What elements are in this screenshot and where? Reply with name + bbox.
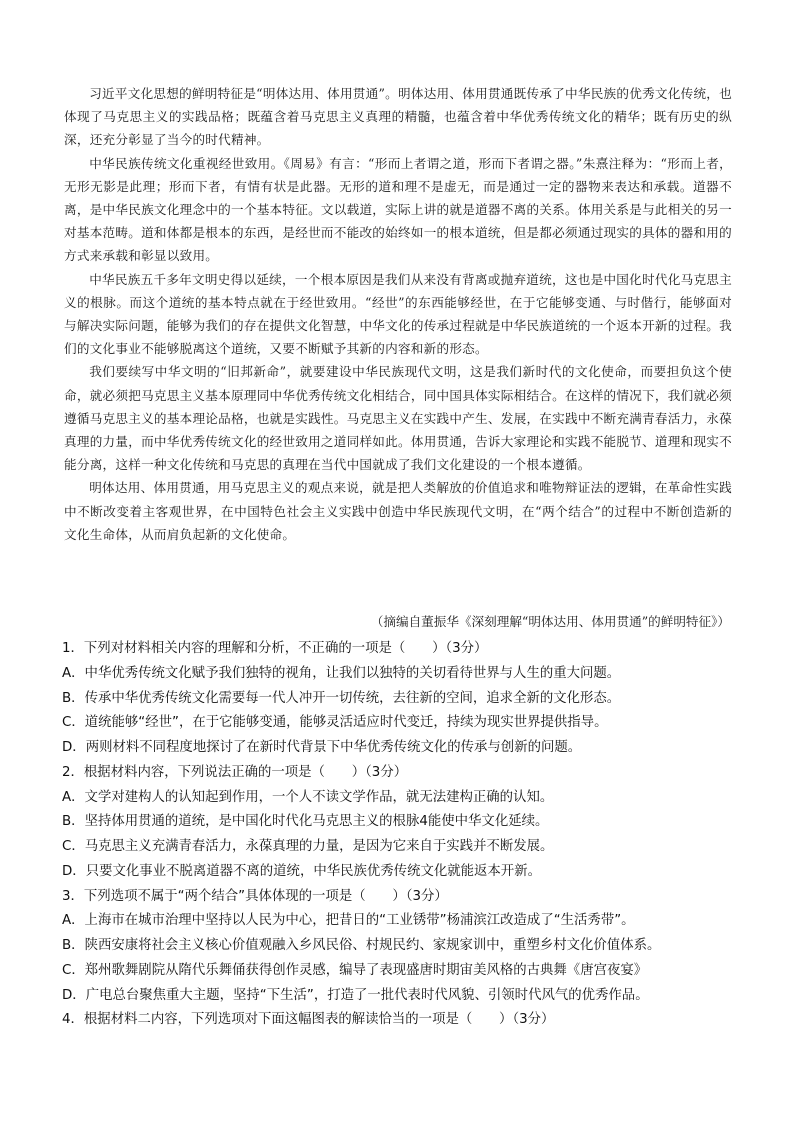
question-1-option-b: B．传承中华优秀传统文化需要每一代人冲开一切传统，去往新的空间，追求全新的文化形态。: [62, 690, 621, 706]
passage-paragraph: 习近平文化思想的鲜明特征是“明体达用、体用贯通”。明体达用、体用贯通既传承了中华民族的优秀文化传统，也体现了马克思主义的实践品格；既蕴含着马克思主义真理的精髓，也蕴含着中华优秀传统文化的精华；既有历史的纵深，还充分彰显了当今的时代精神。: [64, 86, 732, 148]
question-2-option-a: A．文学对建构人的认知起到作用，一个人不读文学作品，就无法建构正确的认知。: [62, 789, 554, 805]
passage-paragraph: 明体达用、体用贯通，用马克思主义的观点来说，就是把人类解放的价值追求和唯物辩证法的逻辑，在革命性实践中不断改变着主客观世界，在中国特色社会主义实践中创造中华民族现代文明，在“两个结合”的过程中不断创造新的文化生命体，从而肩负起新的文化使命。: [64, 480, 732, 542]
question-2-option-b: B．坚持体用贯通的道统，是中国化时代化马克思主义的根脉4能使中华文化延续。: [62, 814, 549, 830]
question-3-option-d: D．广电总台聚焦重大主题，坚持“下生活”，打造了一批代表时代风貌、引领时代风气的优秀作品。: [62, 987, 649, 1003]
question-3-option-c: C．郑州歌舞剧院从隋代乐舞俑获得创作灵感，编导了表现盛唐时期宙美风格的古典舞《唐宫夜宴》: [62, 962, 648, 978]
reading-passage: [64, 82, 732, 546]
passage-paragraph: 中华民族五千多年文明史得以延续，一个根本原因是我们从来没有背离或抛弃道统，这也是中国化时代化马克思主义的根脉。而这个道统的基本特点就在于经世致用。“经世”的东西能够经世，在于它能够变通、与时偕行，能够面对与解决实际问题，能够为我们的存在提供文化智慧，中华文化的传承过程就是中华民族道统的一个返本开新的过程。我们的文化事业不能够脱离这个道统，又要不断赋予其新的内容和新的形态。: [64, 271, 732, 357]
passage-source-citation: （摘编自董振华《深刻理解“明体达用、体用贯通”的鲜明特征》）: [370, 614, 730, 629]
question-2-option-c: C．马克思主义充满青春活力，永葆真理的力量，是因为它来自于实践并不断发展。: [62, 839, 554, 854]
question-list: [62, 637, 734, 1033]
question-2-stem: 2．根据材料内容，下列说法正确的一项是（ ）（3分）: [62, 764, 408, 780]
question-2-option-d: D．只要文化事业不脱离道器不离的道统，中华民族优秀传统文化就能返本开新。: [62, 863, 541, 879]
question-3-option-a: A．上海市在城市治理中坚持以人民为中心，把昔日的“工业锈带”杨浦滨江改造成了“生活秀带”。: [62, 913, 635, 929]
passage-paragraph: 我们要续写中华文明的“旧邦新命”，就要建设中华民族现代文明，这是我们新时代的文化使命，而要担负这个使命，就必须把马克思主义基本原理同中华优秀传统文化相结合，同中国具体实际相结合。在这样的情况下，我们就必须遵循马克思主义的基本理论品格，也就是实践性。马克思主义在实践中产生、发展，在实践中不断充满青春活力，永葆真理的力量，而中华优秀传统文化的经世致用之道同样如此。体用贯通，告诉大家理论和实践不能脱节、道理和现实不能分离，这样一种文化传统和马克思的真理在当代中国就成了我们文化建设的一个根本遵循。: [64, 364, 732, 473]
question-1-option-c: C．道统能够“经世”，在于它能够变通，能够灵活适应时代变迁，持续为现实世界提供指导。: [62, 715, 608, 731]
question-1-stem: 1．下列对材料相关内容的理解和分析，不正确的一项是（ ）（3分）: [62, 641, 488, 656]
question-1-option-d: D．两则材料不同程度地探讨了在新时代背景下中华优秀传统文化的传承与创新的问题。: [62, 740, 582, 755]
question-3-stem: 3．下列选项不属于“两个结合”具体体现的一项是（ ）（3分）: [62, 888, 448, 904]
question-3-option-b: B．陕西安康将社会主义核心价值观融入乡风民俗、村规民约、家规家训中，重塑乡村文化价值体系。: [62, 938, 661, 953]
question-1-option-a: A．中华优秀传统文化赋予我们独特的视角，让我们以独特的关切看待世界与人生的重大问题。: [62, 665, 621, 681]
passage-paragraph: 中华民族传统文化重视经世致用。《周易》有言：“形而上者谓之道，形而下者谓之器。”朱熹注释为：“形而上者，无形无影是此理；形而下者，有情有状是此器。无形的道和理不是虚无，而是通过一定的器物来表达和承载。道器不离，是中华民族文化理念中的一个基本特征。文以载道，实际上讲的就是道器不离的关系。体用关系是与此相关的另一对基本范畴。道和体都是根本的东西，是经世而不能改的始终如一的根本道统，但是都必须通过现实的具体的器和用的方式来承载和彰显以致用。: [64, 155, 732, 264]
question-4-stem: 4．根据材料二内容，下列选项对下面这幅图表的解读恰当的一项是（ ）（3分）: [62, 1012, 555, 1028]
